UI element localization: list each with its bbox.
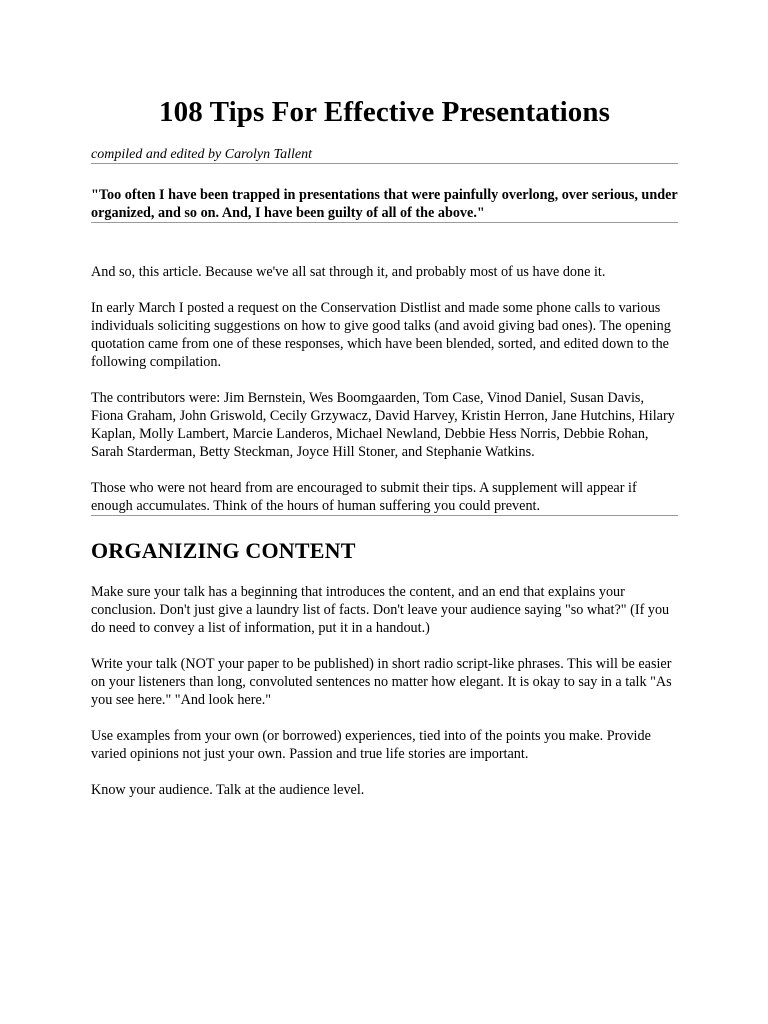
document-title: 108 Tips For Effective Presentations [159,96,610,128]
intro-paragraph: In early March I posted a request on the Conservation Distlist and made some phone calls to various individuals soliciting suggestions on how to give good talks (and avoid giving bad ones). The opening quotation came from one of these responses, which have been blended, sorted, and edited down to the following compilation. [91,300,671,370]
divider-top [91,163,678,164]
section-paragraph: Use examples from your own (or borrowed) experiences, tied into of the points you make. Provide varied opinions not just your own. Passion and true life stories are important. [91,728,651,762]
section-heading: ORGANIZING CONTENT [91,538,356,563]
section-paragraph: Write your talk (NOT your paper to be published) in short radio script-like phrases. This will be easier on your listeners than long, convoluted sentences no matter how elegant. It is okay to say in a talk "As you see here." "And look here." [91,656,672,708]
intro-paragraph: Those who were not heard from are encouraged to submit their tips. A supplement will appear if enough accumulates. Think of the hours of human suffering you could prevent. [91,480,637,514]
byline: compiled and edited by Carolyn Tallent [91,147,312,162]
intro-paragraph: And so, this article. Because we've all sat through it, and probably most of us have done it. [91,264,606,280]
contributors-paragraph: The contributors were: Jim Bernstein, Wes Boomgaarden, Tom Case, Vinod Daniel, Susan Davis, Fiona Graham, John Griswold, Cecily Grzywacz, David Harvey, Kristin Herron, Jane Hutchins, Hilary Kaplan, Molly Lambert, Marcie Landeros, Michael Newland, Debbie Hess Norris, Debbie Rohan, Sarah Starderman, Betty Steckman, Joyce Hill Stoner, and Stephanie Watkins. [91,390,675,460]
section-paragraph: Know your audience. Talk at the audience level. [91,782,365,798]
section-paragraph: Make sure your talk has a beginning that introduces the content, and an end that explains your conclusion. Don't just give a laundry list of facts. Don't leave your audience saying "so what?" (If you do need to convey a list of information, put it in a handout.) [91,584,670,636]
opening-quote: "Too often I have been trapped in presentations that were painfully overlong, over serious, under organized, and so on. And, I have been guilty of all of the above." [91,187,678,221]
divider-after-quote [91,222,678,223]
divider-before-section [91,515,678,516]
